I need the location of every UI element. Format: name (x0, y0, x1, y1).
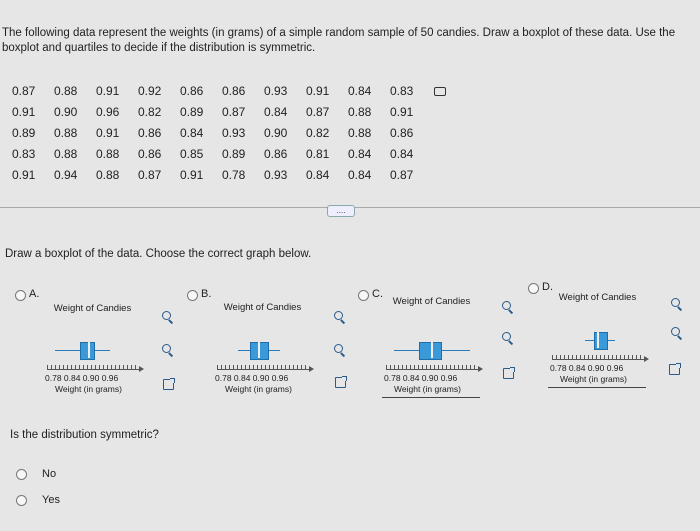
axis-arrow (139, 366, 144, 372)
data-cell: 0.89 (12, 125, 36, 140)
median-line (597, 332, 599, 348)
tick-labels: 0.78 0.84 0.90 0.96 (215, 373, 289, 383)
tick-labels: 0.78 0.84 0.90 0.96 (384, 373, 458, 383)
x-axis (47, 369, 139, 370)
axis-ticks (386, 365, 478, 369)
zoom-in-icon[interactable] (162, 311, 173, 322)
data-cell: 0.85 (180, 146, 204, 161)
whisker-high (440, 350, 469, 351)
data-row (12, 164, 446, 185)
whisker-low (238, 350, 251, 351)
box-iqr (594, 332, 609, 350)
option-letter: D. (542, 281, 553, 293)
boxplot-graph (374, 297, 489, 397)
data-cell: 0.81 (306, 146, 330, 161)
axis-label: Weight (in grams) (560, 374, 627, 384)
data-cell: 0.88 (54, 146, 78, 161)
boxplot-graph (205, 297, 320, 397)
data-cell: 0.84 (348, 146, 372, 161)
zoom-out-icon[interactable] (671, 327, 682, 338)
tick-labels: 0.78 0.84 0.90 0.96 (550, 363, 624, 373)
whisker-low (585, 340, 593, 341)
data-row (12, 80, 446, 101)
data-cell: 0.84 (180, 125, 204, 140)
option-letter: B. (201, 288, 212, 300)
axis-ticks (217, 365, 309, 369)
option-letter: C. (372, 288, 383, 300)
x-axis (217, 369, 309, 370)
data-cell: 0.87 (138, 167, 162, 182)
axis-label: Weight (in grams) (394, 384, 461, 394)
data-cell: 0.91 (12, 167, 36, 182)
data-row (12, 143, 446, 164)
data-cell: 0.82 (306, 125, 330, 140)
x-axis (386, 369, 478, 370)
data-cell: 0.96 (96, 104, 120, 119)
answer-label: No (42, 468, 57, 480)
open-new-window-icon[interactable] (163, 379, 174, 390)
answer-label: Yes (42, 494, 60, 506)
data-cell: 0.90 (54, 104, 78, 119)
data-cell: 0.78 (222, 167, 246, 182)
x-axis (552, 359, 644, 360)
radio-yes[interactable] (16, 495, 27, 506)
graph-title: Weight of Candies (558, 292, 637, 303)
data-cell: 0.88 (54, 83, 78, 98)
data-cell: 0.88 (348, 125, 372, 140)
symmetric-question: Is the distribution symmetric? (10, 429, 159, 441)
radio-no[interactable] (16, 469, 27, 480)
whisker-low (394, 350, 419, 351)
data-cell: 0.87 (390, 167, 414, 182)
data-cell: 0.86 (390, 125, 414, 140)
question-text: The following data represent the weights (in grams) of a simple random sample of 50 candies. Draw a boxplot of these data. Use the boxplot and quartiles to decide if the distribution is symmetric. (2, 27, 676, 54)
data-cell: 0.92 (138, 83, 162, 98)
zoom-out-icon[interactable] (162, 344, 173, 355)
option-a[interactable] (15, 287, 185, 402)
data-table (12, 80, 446, 185)
more-button[interactable]: .... (327, 205, 355, 217)
axis-arrow (478, 366, 483, 372)
data-cell: 0.91 (180, 167, 204, 182)
data-cell: 0.86 (264, 146, 288, 161)
graph-title: Weight of Candies (392, 296, 471, 307)
underline (548, 387, 646, 388)
tick-labels: 0.78 0.84 0.90 0.96 (45, 373, 119, 383)
graph-title: Weight of Candies (53, 303, 132, 314)
data-cell: 0.91 (12, 104, 36, 119)
data-cell: 0.93 (264, 83, 288, 98)
radio-option-d[interactable] (528, 283, 539, 294)
zoom-in-icon[interactable] (671, 298, 682, 309)
data-cell: 0.91 (390, 104, 414, 119)
median-line (258, 342, 260, 358)
data-cell: 0.88 (96, 146, 120, 161)
data-cell: 0.84 (264, 104, 288, 119)
zoom-out-icon[interactable] (334, 344, 345, 355)
instruction-text: Draw a boxplot of the data. Choose the correct graph below. (5, 248, 312, 260)
data-cell: 0.88 (348, 104, 372, 119)
data-cell: 0.88 (54, 125, 78, 140)
option-b[interactable] (187, 287, 357, 402)
data-cell: 0.86 (222, 83, 246, 98)
data-cell: 0.84 (306, 167, 330, 182)
whisker-high (93, 350, 110, 351)
axis-ticks (552, 355, 644, 359)
zoom-out-icon[interactable] (502, 332, 513, 343)
answer-no[interactable] (16, 466, 76, 482)
graph-title: Weight of Candies (223, 302, 302, 313)
data-cell: 0.91 (306, 83, 330, 98)
data-cell: 0.91 (96, 125, 120, 140)
axis-arrow (644, 356, 649, 362)
data-cell: 0.87 (222, 104, 246, 119)
data-cell: 0.88 (96, 167, 120, 182)
option-c[interactable] (358, 287, 528, 402)
radio-option-c[interactable] (358, 290, 369, 301)
data-cell: 0.82 (138, 104, 162, 119)
box-iqr (250, 342, 269, 360)
data-cell: 0.84 (348, 167, 372, 182)
open-new-window-icon[interactable] (335, 377, 346, 388)
median-line (431, 342, 433, 358)
data-cell: 0.87 (306, 104, 330, 119)
median-line (88, 342, 90, 358)
option-d[interactable] (528, 281, 698, 402)
data-cell: 0.91 (96, 83, 120, 98)
zoom-in-icon[interactable] (334, 311, 345, 322)
data-cell: 0.86 (138, 125, 162, 140)
data-cell: 0.90 (264, 125, 288, 140)
data-row (12, 101, 446, 122)
boxplot-graph (540, 287, 655, 387)
radio-option-a[interactable] (15, 290, 26, 301)
data-cell: 0.93 (222, 125, 246, 140)
data-cell: 0.94 (54, 167, 78, 182)
copy-data-icon[interactable] (434, 87, 446, 96)
data-cell: 0.89 (180, 104, 204, 119)
data-cell: 0.83 (12, 146, 36, 161)
open-new-window-icon[interactable] (503, 368, 514, 379)
open-new-window-icon[interactable] (669, 364, 680, 375)
zoom-in-icon[interactable] (502, 301, 513, 312)
axis-ticks (47, 365, 139, 369)
whisker-low (55, 350, 80, 351)
data-cell: 0.93 (264, 167, 288, 182)
data-cell: 0.86 (138, 146, 162, 161)
underline (382, 397, 480, 398)
axis-arrow (309, 366, 314, 372)
boxplot-graph (35, 297, 150, 397)
data-cell: 0.89 (222, 146, 246, 161)
data-row (12, 122, 446, 143)
data-cell: 0.84 (348, 83, 372, 98)
axis-label: Weight (in grams) (55, 384, 122, 394)
answer-yes[interactable] (16, 492, 76, 508)
data-cell: 0.83 (390, 83, 414, 98)
option-letter: A. (29, 288, 40, 300)
data-cell: 0.84 (390, 146, 414, 161)
data-cell: 0.87 (12, 83, 36, 98)
radio-option-b[interactable] (187, 290, 198, 301)
axis-label: Weight (in grams) (225, 384, 292, 394)
data-cell: 0.86 (180, 83, 204, 98)
